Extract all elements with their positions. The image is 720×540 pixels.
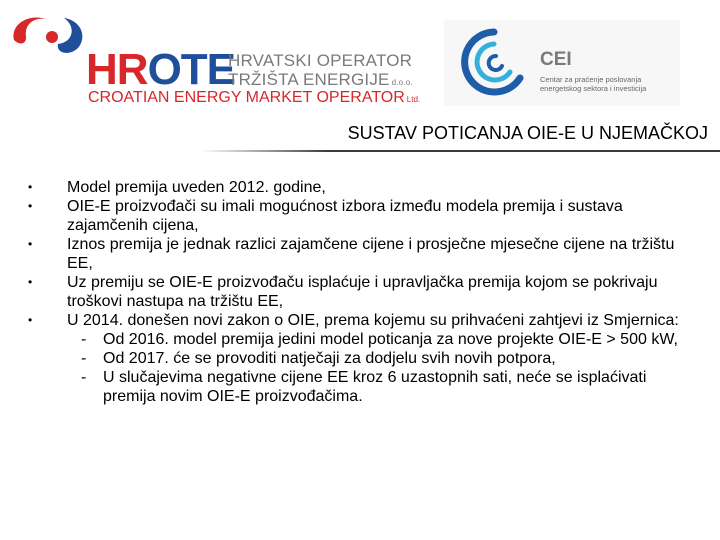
cei-logo-icon	[454, 26, 532, 96]
hrote-logo-icon	[8, 10, 94, 60]
slide-title: SUSTAV POTICANJA OIE-E U NJEMAČKOJ	[347, 123, 708, 143]
bullet-list	[28, 178, 688, 406]
bullet-marker: •	[28, 180, 33, 194]
sub-bullet-list	[67, 330, 688, 406]
title-divider	[200, 150, 720, 152]
cei-description: Centar za praćenje poslovanja energetskog sektora i investicija	[540, 75, 647, 93]
hrote-ltd-suffix: Ltd.	[406, 95, 421, 104]
sub-bullet-text: U slučajevima negativne cijene EE kroz 6 uzastopnih sati, neće se isplaćivati premija novim OIE-E proizvođačima.	[103, 369, 647, 405]
hrote-legal-suffix: d.o.o.	[391, 78, 413, 87]
bullet-marker: •	[28, 237, 33, 251]
bullet-text: Uz premiju se OIE-E proizvođaču isplaćuje i upravljačka premija kojom se pokrivaju troškovi nastupa na tržištu EE,	[67, 274, 658, 310]
bullet-text: U 2014. donešen novi zakon o OIE, prema kojemu su prihvaćeni zahtjevi iz Smjernica:	[67, 312, 679, 329]
hrote-wordmark	[86, 45, 236, 94]
hrote-wordmark-hr: HR	[86, 45, 148, 94]
bullet-item	[28, 197, 688, 235]
bullet-item	[28, 311, 688, 406]
cei-name: CEI	[540, 49, 572, 70]
dash-marker: -	[81, 350, 87, 367]
hrote-name-line1: HRVATSKI OPERATOR	[228, 51, 413, 70]
sub-bullet-item	[67, 368, 688, 406]
sub-bullet-text: Od 2016. model premija jedini model poticanja za nove projekte OIE-E > 500 kW,	[103, 331, 678, 348]
sub-bullet-text: Od 2017. će se provoditi natječaji za dodjelu svih novih potpora,	[103, 350, 556, 367]
hrote-wordmark-ote: OTE	[147, 45, 236, 94]
bullet-text: OIE-E proizvođači su imali mogućnost izbora između modela premija i sustava zajamčenih cijena,	[67, 198, 623, 234]
cei-logo	[444, 20, 680, 106]
dash-marker: -	[81, 369, 87, 386]
hrote-english-name-text: CROATIAN ENERGY MARKET OPERATOR	[88, 89, 405, 106]
bullet-text: Iznos premija je jednak razlici zajamčene cijene i prosječne mjesečne cijene na tržištu EE,	[67, 236, 675, 272]
bullet-text: Model premija uveden 2012. godine,	[67, 179, 326, 196]
bullet-marker: •	[28, 313, 33, 327]
sub-bullet-item	[67, 330, 688, 349]
hrote-name-line2-text: TRŽIŠTA ENERGIJE	[228, 70, 390, 89]
bullet-marker: •	[28, 199, 33, 213]
bullet-marker: •	[28, 275, 33, 289]
bullet-item	[28, 235, 688, 273]
dash-marker: -	[81, 331, 87, 348]
sub-bullet-item	[67, 349, 688, 368]
hrote-english-name	[88, 90, 420, 108]
bullet-item	[28, 178, 688, 197]
bullet-item	[28, 273, 688, 311]
